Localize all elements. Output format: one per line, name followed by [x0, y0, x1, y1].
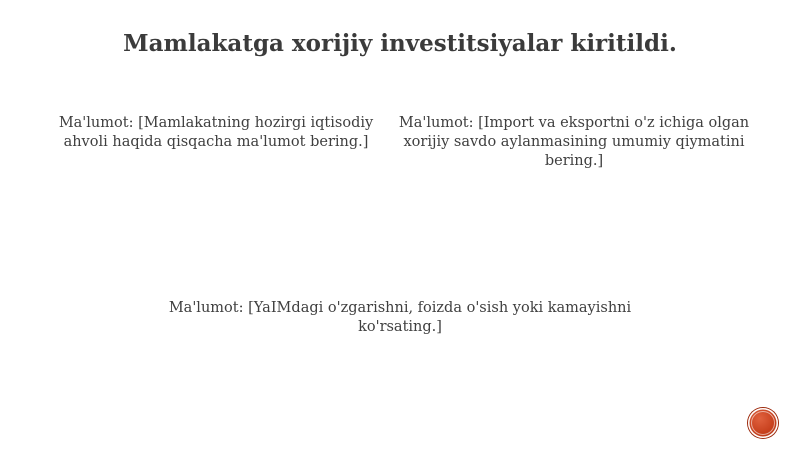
- slide-nav-circle-button[interactable]: [748, 408, 778, 438]
- info-block-economy: Ma'lumot: [Mamlakatning hozirgi iqtisodiy ahvoli haqida qisqacha ma'lumot bering.]: [58, 115, 374, 150]
- slide-title: Mamlakatga xorijiy investitsiyalar kiritildi.: [123, 30, 677, 57]
- info-block-gdp-change: Ma'lumot: [YaIMdagi o'zgarishni, foizda o'sish yoki kamayishni ko'rsating.]: [168, 300, 632, 335]
- info-block-foreign-trade: Ma'lumot: [Import va eksportni o'z ichiga olgan xorijiy savdo aylanmasining umumiy qiymatini bering.]: [398, 115, 750, 169]
